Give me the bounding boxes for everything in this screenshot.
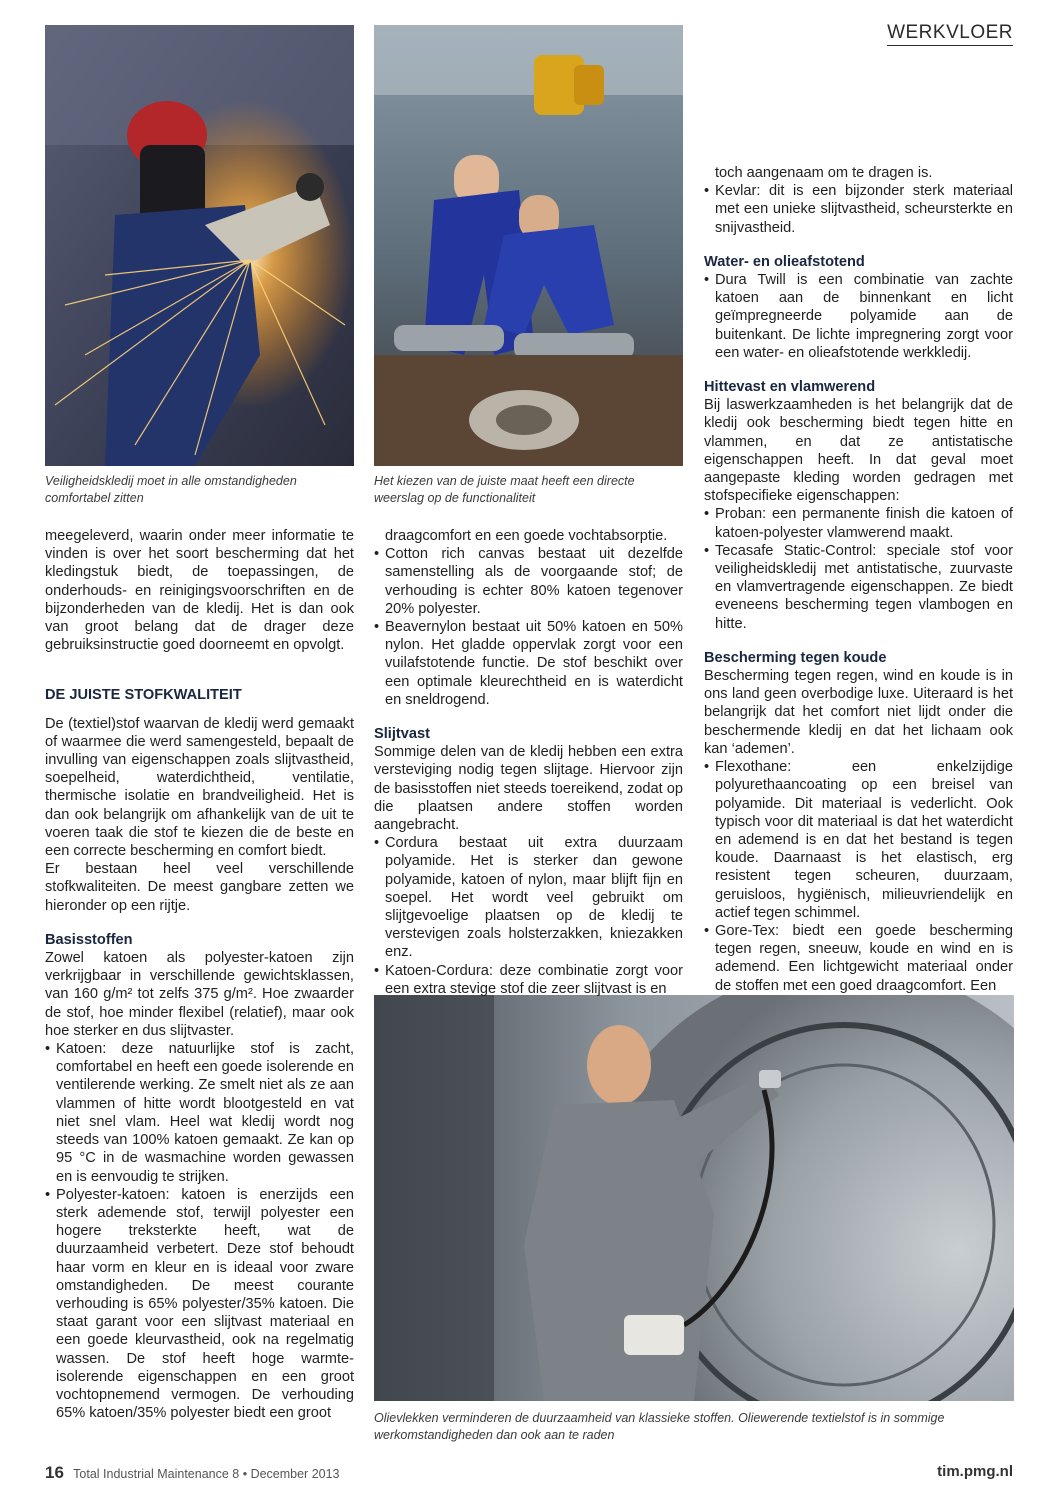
- col3-paragraph-2: Bescherming tegen regen, wind en koude is in ons land geen overbodige luxe. Uiteraard is het belangrijk dat het comfort niet lijdt onder die beschermende kledij en dat het lichaam ook kan ‘ademen’.: [704, 668, 1013, 757]
- workers-with-crane-photo: [374, 25, 683, 466]
- page-number: 16: [45, 1463, 64, 1482]
- footer-left: [45, 1463, 340, 1483]
- bullet-proban: • Proban: een permanente finish die katoen of katoen-polyester vlamwerend maakt.: [704, 505, 1013, 541]
- bullet-katoen: • Katoen: deze natuurlijke stof is zacht, comfortabel en heeft een goede isolerende en ventilerende werking. Ze smelt niet als ze aan vlammen of hitte wordt blootgesteld en vat niet snel vlam. Heel wat kledij wordt nog steeds van 100% katoen gemaakt. Ze kan op 95 °C in de wasmachine worden gewassen en is eenvoudig te strijken.: [45, 1040, 354, 1186]
- col3-continuation: toch aangenaam om te dragen is.: [715, 165, 933, 181]
- worker-spraying-air-photo: [374, 995, 1014, 1401]
- bullet-dura-twill: • Dura Twill is een combinatie van zachte katoen aan de binnenkant en licht geïmpregneerde polyamide aan de buitenkant. De lichte impregnering zorgt voor een water- en olieafstotende werkkledij.: [704, 271, 1013, 362]
- bullet-tecasafe: • Tecasafe Static-Control: speciale stof voor veiligheidskledij met antistatische, zuurvaste en vlamvertragende eigenschappen. Ze biedt eveneens bescherming tegen vlambogen en hitte.: [704, 542, 1013, 633]
- section-label: WERKVLOER: [887, 22, 1013, 46]
- column-1: [45, 527, 354, 1422]
- photo3-caption: Olievlekken verminderen de duurzaamheid van klassieke stoffen. Oliewerende textielstof is in sommige werkomstandigheden dan ook aan te raden: [374, 1411, 945, 1442]
- col2-paragraph-1: Sommige delen van de kledij hebben een extra versteviging nodig tegen slijtage. Hiervoor zijn de basisstoffen niet steeds toereikend, zodat op die plaatsen andere stoffen worden aangebracht.: [374, 744, 683, 834]
- bullet-beavernylon: • Beavernylon bestaat uit 50% katoen en 50% nylon. Het gladde oppervlak zorgt voor een vuilafstotende functie. De stof beschikt over een optimale kleurechtheid en is waterdicht en sneldrogend.: [374, 618, 683, 709]
- photo1-caption: Veiligheidskledij moet in alle omstandigheden comfortabel zitten: [45, 474, 297, 505]
- col1-paragraph-3: Zowel katoen als polyester-katoen zijn verkrijgbaar in verschillende gewichtsklassen, van 160 g/m² tot zelfs 375 g/m². Hoe zwaarder de stof, hoe minder flexibel (relatief), maar ook hoe sterker en dus slijtvaster.: [45, 950, 354, 1039]
- bullet-kevlar: • Kevlar: dit is een bijzonder sterk materiaal met een unieke slijtvastheid, scheursterkte en snijvastheid.: [704, 182, 1013, 237]
- column-3: [704, 164, 1013, 995]
- subheading-hittevast: Hittevast en vlamwerend: [704, 379, 876, 396]
- photo2-caption: Het kiezen van de juiste maat heeft een directe weerslag op de functionaliteit: [374, 474, 635, 505]
- welder-photo: [45, 25, 354, 466]
- col1-paragraph-2: Er bestaan heel veel verschillende stofkwaliteiten. De meest gangbare zetten we hieronder op een rijtje.: [45, 861, 354, 914]
- bullet-gore-tex: • Gore-Tex: biedt een goede bescherming tegen regen, sneeuw, koude en wind en is ademend. Een lichtgewicht materiaal onder de stoffen met een goed draagcomfort. Een: [704, 922, 1013, 995]
- subheading-water-olieafstotend: Water- en olieafstotend: [704, 253, 865, 270]
- bullet-cordura: • Cordura bestaat uit extra duurzaam polyamide. Het is sterker dan gewone polyamide, katoen of nylon, maar blijft fijn en soepel. Het wordt veel gebruikt om slijtgevoelige plaatsen op de kledij te verstevigen zoals holsterzakken, kniezakken enz.: [374, 834, 683, 961]
- subheading-slijtvast: Slijtvast: [374, 726, 430, 743]
- subheading-basisstoffen: Basisstoffen: [45, 931, 133, 948]
- bullet-katoen-cordura: • Katoen-Cordura: deze combinatie zorgt voor een extra stevige stof die zeer slijtvast is en: [374, 962, 683, 998]
- bullet-flexothane: • Flexothane: een enkelzijdige polyurethaancoating op een breisel van polyamide. Dit materiaal is vederlicht. Ook typisch voor dit materiaal is dat het waterdicht en ademend is en dat het bestand is tegen koude. Daarnaast is het elastisch, erg resistent tegen scheuren, duurzaam, geruisloos, hygiënisch, milieuvriendelijk en actief tegen schimmel.: [704, 758, 1013, 922]
- subheading-koude: Bescherming tegen koude: [704, 649, 887, 666]
- bullet-polyester-katoen: • Polyester-katoen: katoen is enerzijds een sterk ademende stof, terwijl polyester een hogere treksterkte heeft, wat de duurzaamheid verbetert. Deze stof behoudt haar vorm en kleur en is ideaal voor zware omstandigheden. De meest courante verhouding is 65% polyester/35% katoen. Die staat garant voor een slijtvast materiaal en een goede kleurvastheid, ook na regelmatig wassen. De stof heeft hoge warmte-isolerende eigenschappen en een groot vochtopnemend vermogen. De verhouding 65% katoen/35% polyester biedt een groot: [45, 1186, 354, 1423]
- col2-continuation: draagcomfort en een goede vochtabsorptie.: [385, 528, 668, 544]
- bullet-cotton-rich-canvas: • Cotton rich canvas bestaat uit dezelfde samenstelling als de voorgaande stof; de verhouding is echter 80% katoen tegenover 20% polyester.: [374, 545, 683, 618]
- col1-paragraph-1: De (textiel)stof waarvan de kledij werd gemaakt of waarmee die werd samengesteld, bepaalt de invulling van eigenschappen zoals slijtvastheid, soepelheid, waterdichtheid, ventilatie, thermische isolatie en brandveiligheid. Het is dan ook belangrijk om afhankelijk van de uit te voeren taak die stof te kiezen die de beste en een correcte bescherming en comfort biedt.: [45, 715, 354, 860]
- section-heading: DE JUISTE STOFKWALITEIT: [45, 687, 242, 704]
- col1-intro: meegeleverd, waarin onder meer informatie te vinden is over het soort bescherming dat het kledingstuk biedt, de toepassingen, de onderhouds- en reinigingsvoorschriften en de bijzonderheden van de kledij. Het is dan ook van groot belang dat de drager deze gebruiksinstructie goed doorneemt en opvolgt.: [45, 528, 354, 654]
- website-link[interactable]: tim.pmg.nl: [937, 1463, 1013, 1480]
- column-2: [374, 527, 683, 998]
- publication-name: Total Industrial Maintenance 8 • December 2013: [73, 1467, 340, 1481]
- col3-paragraph-1: Bij laswerkzaamheden is het belangrijk dat de kledij ook bescherming biedt tegen hitte en vlammen, en dat ze antistatische eigenschappen heeft. In dat geval moet aangepaste kleding worden gedragen met stofspecifieke eigenschappen:: [704, 397, 1013, 505]
